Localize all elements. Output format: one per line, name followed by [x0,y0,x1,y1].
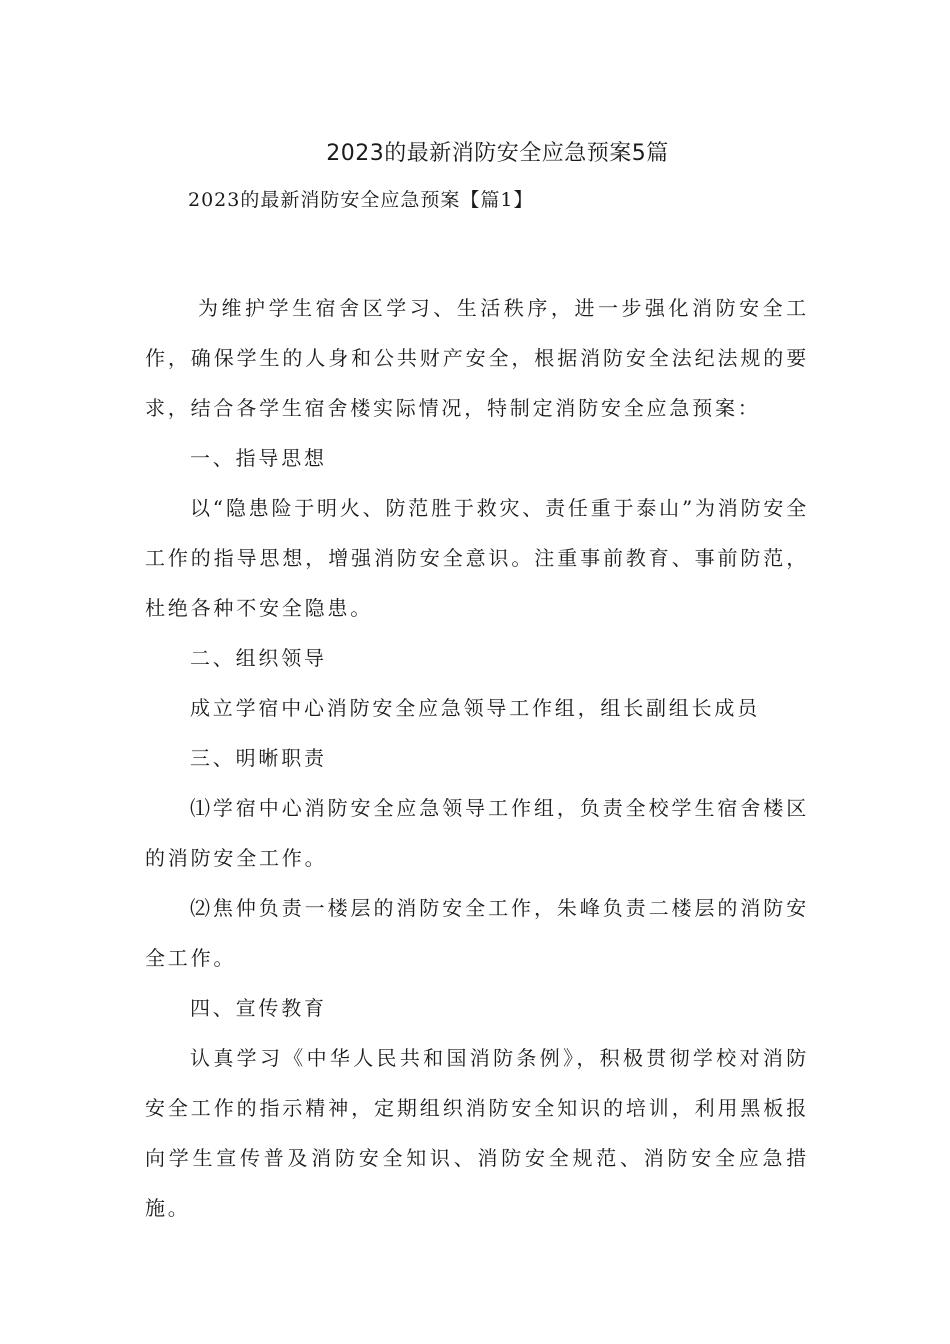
document-title: 2023的最新消防安全应急预案5篇 [326,141,669,166]
paragraph-guiding-ideology: 以“隐患险于明火、防范胜于救灾、责任重于泰山”为消防安全工作的指导思想，增强消防安全意识。注重事前教育、事前防范，杜绝各种不安全隐患。 [145,496,809,620]
paragraph-organization: 成立学宿中心消防安全应急领导工作组，组长副组长成员 [190,696,760,720]
paragraph-education: 认真学习《中华人民共和国消防条例》，积极贯彻学校对消防安全工作的指示精神，定期组织消防安全知识的培训，利用黑板报向学生宣传普及消防安全知识、消防安全规范、消防安全应急措施。 [145,1046,809,1220]
section-heading-responsibilities: 三、明晰职责 [190,746,327,770]
paragraph-responsibility-1: ⑴学宿中心消防安全应急领导工作组，负责全校学生宿舍楼区的消防安全工作。 [145,796,809,870]
section-heading-organization: 二、组织领导 [190,646,327,670]
document-subtitle: 2023的最新消防安全应急预案【篇1】 [188,189,534,211]
document-body [145,283,809,1233]
section-heading-guiding-ideology: 一、指导思想 [190,446,327,470]
section-heading-education: 四、宣传教育 [190,996,327,1020]
paragraph-responsibility-2: ⑵焦仲负责一楼层的消防安全工作，朱峰负责二楼层的消防安全工作。 [145,896,809,970]
intro-paragraph: 为维护学生宿舍区学习、生活秩序，进一步强化消防安全工作，确保学生的人身和公共财产安全，根据消防安全法纪法规的要求，结合各学生宿舍楼实际情况，特制定消防安全应急预案： [145,296,809,420]
